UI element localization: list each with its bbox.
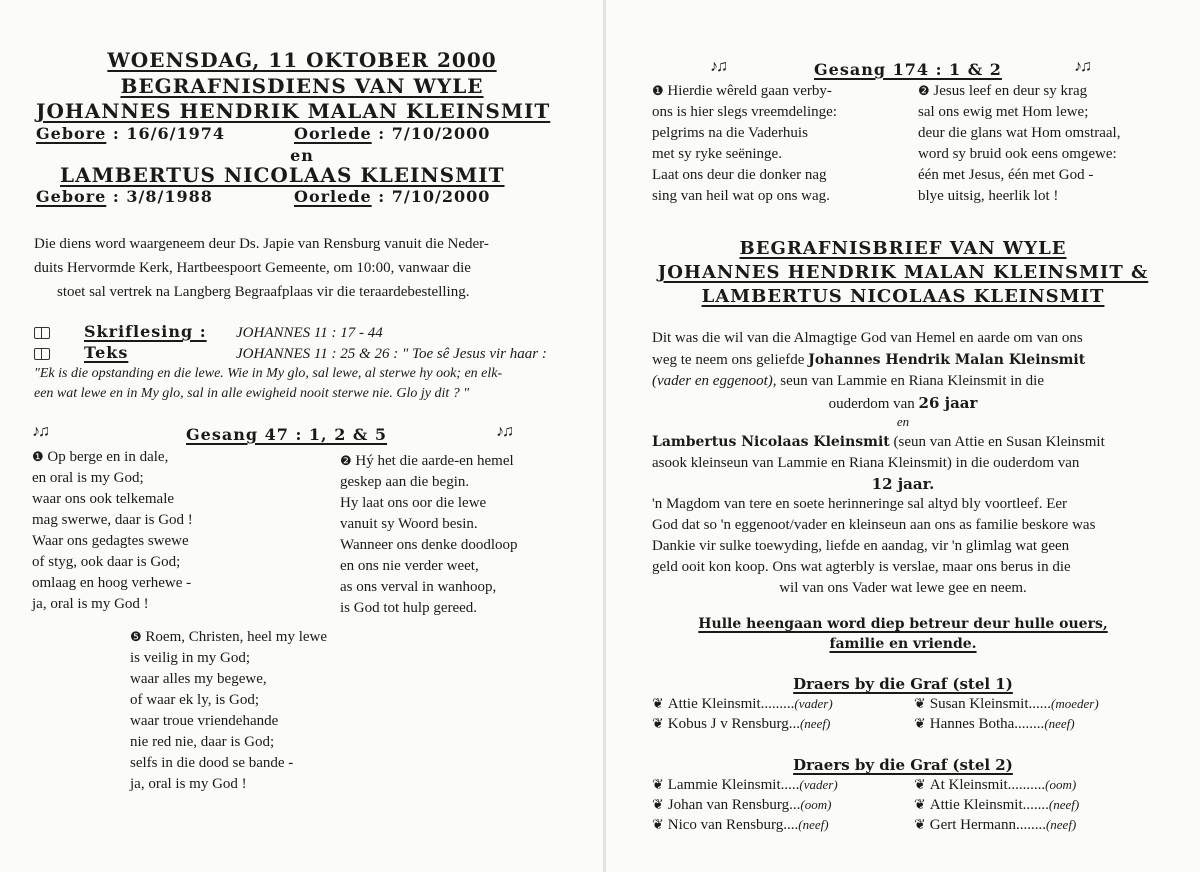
intro-line-1: Die diens word waargeneem deur Ds. Japie van Rensburg vanuit die Neder- <box>34 236 489 252</box>
verse-line: waar alles my begewe, <box>130 671 267 687</box>
reading-label: Skriflesing : <box>84 322 207 341</box>
and-text: en <box>290 146 314 165</box>
leaf-icon: ❦ <box>914 798 926 813</box>
right-page <box>606 0 1200 872</box>
leaf-icon: ❦ <box>652 717 664 732</box>
verse-line: is veilig in my God; <box>130 650 250 666</box>
verse-line: ja, oral is my God ! <box>32 596 149 612</box>
book-icon <box>34 347 50 365</box>
leaf-icon: ❦ <box>652 798 664 813</box>
verse-line: Hý het die aarde-en hemel <box>355 453 514 469</box>
relation-text: (vader en eggenoot), <box>652 373 777 389</box>
died-date-2: : 7/10/2000 <box>378 187 491 206</box>
mourn-line-1: Hulle heengaan word diep betreur deur hulle ouers, <box>698 616 1108 632</box>
quote-line-2: een wat lewe en in My glo, sal in alle ewigheid nooit sterwe nie. Glo jy dit ? " <box>34 386 470 401</box>
verse-line: sing van heil wat op ons wag. <box>652 188 830 204</box>
verse-line: Op berge en in dale, <box>47 449 169 465</box>
leaf-icon: ❦ <box>914 697 926 712</box>
leaf-icon: ❦ <box>652 697 664 712</box>
verse-line: waar ons ook telkemale <box>32 491 175 507</box>
hymn-174-verse-2 <box>918 80 1120 207</box>
verse-line: Waar ons gedagtes swewe <box>32 533 189 549</box>
letter-line <box>652 434 1105 451</box>
bearer-relation: (vader) <box>799 777 838 792</box>
born-date-1: : 16/6/1974 <box>112 124 225 143</box>
verse-line: Jesus leef en deur sy krag <box>933 83 1088 99</box>
verse-line: met sy ryke seëninge. <box>652 146 782 162</box>
died-label-2: Oorlede <box>294 187 372 206</box>
bearer-entry <box>914 777 1076 794</box>
intro-line-2: duits Hervormde Kerk, Hartbeespoort Gemeente, om 10:00, vanwaar die <box>34 260 471 276</box>
memory-line: wil van ons Vader wat lewe gee en neem. <box>779 580 1027 596</box>
verse-line: ja, oral is my God ! <box>130 776 247 792</box>
verse-line: geskep aan die begin. <box>340 474 470 490</box>
leaf-icon: ❦ <box>652 818 664 833</box>
verse-line: of waar ek ly, is God; <box>130 692 259 708</box>
bearer-relation: (oom) <box>800 797 832 812</box>
verse-line: pelgrims na die Vaderhuis <box>652 125 808 141</box>
and-text-right: en <box>896 414 910 429</box>
letter-line: Dit was die wil van die Almagtige God van Hemel en aarde om van ons <box>652 330 1083 346</box>
verse-line: één met Jesus, één met God - <box>918 167 1094 183</box>
verse-line: Roem, Christen, heel my lewe <box>145 629 328 645</box>
bearers-1-title: Draers by die Graf (stel 1) <box>793 675 1013 693</box>
age-12: 12 jaar. <box>871 475 935 493</box>
verse-line: word sy bruid ook eens omgewe: <box>918 146 1117 162</box>
born-date-2: : 3/8/1988 <box>112 187 213 206</box>
verse-line: selfs in die dood se bande - <box>130 755 294 771</box>
bearers-2-title: Draers by die Graf (stel 2) <box>793 756 1013 774</box>
hymn-title-right: Gesang 174 : 1 & 2 <box>814 60 1002 79</box>
name-lambertus: Lambertus Nicolaas Kleinsmit <box>652 434 890 450</box>
verse-line: Wanneer ons denke doodloop <box>340 537 518 553</box>
text-label: Teks <box>84 343 129 362</box>
bearer-relation: (moeder) <box>1051 696 1099 711</box>
letter-title-3: LAMBERTUS NICOLAAS KLEINSMIT <box>701 286 1105 307</box>
verse-line: en ons nie verder weet, <box>340 558 479 574</box>
bearer-relation: (oom) <box>1045 777 1077 792</box>
verse-line: waar troue vriendehande <box>130 713 279 729</box>
verse-line: vanuit sy Woord besin. <box>340 516 478 532</box>
memory-line: geld ooit kon koop. Ons wat agterbly is verslae, maar ons berus in die <box>652 559 1071 575</box>
died-row-2 <box>294 187 490 206</box>
verse-line: deur die glans wat Hom omstraal, <box>918 125 1121 141</box>
leaf-icon: ❦ <box>914 717 926 732</box>
bearer-entry <box>652 696 833 713</box>
hymn-47-verse-2 <box>340 450 518 619</box>
born-row-2 <box>36 187 213 206</box>
bearer-relation: (neef) <box>1044 716 1075 731</box>
letter-title-2: JOHANNES HENDRIK MALAN KLEINSMIT & <box>657 262 1149 283</box>
verse-number: ❺ <box>130 629 142 644</box>
music-notes-icon: ♪♫ <box>496 423 512 440</box>
hymn-title-left: Gesang 47 : 1, 2 & 5 <box>186 425 388 444</box>
verse-line: sal ons ewig met Hom lewe; <box>918 104 1089 120</box>
verse-line: nie red nie, daar is God; <box>130 734 275 750</box>
verse-line: ons is hier slegs vreemdelinge: <box>652 104 837 120</box>
book-icon <box>34 326 50 344</box>
bearer-name: Hannes Botha........ <box>929 716 1045 732</box>
bearer-relation: (neef) <box>1048 797 1080 812</box>
bearer-relation: (neef) <box>798 817 829 832</box>
bearer-entry <box>914 797 1079 814</box>
bearer-name: Attie Kleinsmit....... <box>929 797 1049 813</box>
header-name-1: JOHANNES HENDRIK MALAN KLEINSMIT <box>36 99 551 123</box>
text-ref: JOHANNES 11 : 25 & 26 : " Toe sê Jesus vir haar : <box>236 346 547 362</box>
bearer-name: Attie Kleinsmit......... <box>667 696 795 712</box>
verse-number: ❷ <box>918 83 930 98</box>
intro-line-3: stoet sal vertrek na Langberg Begraafplaas vir die teraardebestelling. <box>57 284 470 300</box>
verse-line: is God tot hulp gereed. <box>340 600 478 616</box>
letter-text: weg te neem ons geliefde <box>652 352 809 368</box>
verse-line: blye uitsig, heerlik lot ! <box>918 188 1059 204</box>
letter-text: ouderdom van <box>828 396 919 412</box>
music-notes-icon: ♪♫ <box>1074 58 1090 75</box>
died-label-1: Oorlede <box>294 124 372 143</box>
letter-line <box>606 394 1200 413</box>
letter-text: (seun van Attie en Susan Kleinsmit <box>889 434 1105 450</box>
letter-title-1: BEGRAFNISBRIEF VAN WYLE <box>739 238 1067 259</box>
leaf-icon: ❦ <box>914 778 926 793</box>
header-service: BEGRAFNISDIENS VAN WYLE <box>120 74 484 98</box>
letter-line <box>652 352 1085 369</box>
bearer-name: Susan Kleinsmit...... <box>929 696 1051 712</box>
bearer-name: Gert Hermann........ <box>929 817 1046 833</box>
bearer-name: Johan van Rensburg... <box>667 797 801 813</box>
verse-line: as ons verval in wanhoop, <box>340 579 497 595</box>
verse-line: omlaag en hoog verhewe - <box>32 575 192 591</box>
hymn-174-verse-1 <box>652 80 837 207</box>
bearer-entry <box>652 777 838 794</box>
leaf-icon: ❦ <box>914 818 926 833</box>
quote-line-1: "Ek is die opstanding en die lewe. Wie in My glo, sal lewe, al sterwe hy ook; en elk- <box>34 366 503 381</box>
music-notes-icon: ♪♫ <box>710 58 726 75</box>
verse-line: Hierdie wêreld gaan verby- <box>667 83 832 99</box>
reading-ref: JOHANNES 11 : 17 - 44 <box>236 325 383 341</box>
bearer-name: Nico van Rensburg.... <box>667 817 799 833</box>
hymn-47-verse-5 <box>130 626 327 795</box>
bearer-relation: (vader) <box>794 696 833 711</box>
letter-line <box>652 373 1044 390</box>
born-label-1: Gebore <box>36 124 107 143</box>
bearer-entry <box>914 817 1076 834</box>
memory-line: Dankie vir sulke toewyding, liefde en aandag, vir 'n glimlag wat geen <box>652 538 1070 554</box>
verse-line: of styg, ook daar is God; <box>32 554 181 570</box>
header-date: WOENSDAG, 11 OKTOBER 2000 <box>107 48 497 72</box>
letter-line: asook kleinseun van Lammie en Riana Kleinsmit) in die ouderdom van <box>652 455 1080 471</box>
bearer-entry <box>652 797 831 814</box>
leaf-icon: ❦ <box>652 778 664 793</box>
verse-line: mag swerwe, daar is God ! <box>32 512 193 528</box>
bearer-name: At Kleinsmit.......... <box>929 777 1046 793</box>
bearer-relation: (neef) <box>1045 817 1077 832</box>
name-johannes: Johannes Hendrik Malan Kleinsmit <box>808 352 1086 368</box>
bearer-relation: (neef) <box>799 716 831 731</box>
verse-line: Hy laat ons oor die lewe <box>340 495 487 511</box>
verse-number: ❶ <box>652 83 664 98</box>
verse-line: en oral is my God; <box>32 470 144 486</box>
verse-number: ❷ <box>340 453 352 468</box>
verse-line: Laat ons deur die donker nag <box>652 167 827 183</box>
mourn-line-2: familie en vriende. <box>829 636 977 652</box>
hymn-47-verse-1 <box>32 446 193 615</box>
bearer-entry <box>914 716 1075 733</box>
born-label-2: Gebore <box>36 187 107 206</box>
bearer-name: Kobus J v Rensburg... <box>667 716 800 732</box>
bearer-entry <box>914 696 1099 713</box>
born-row-1 <box>36 124 225 143</box>
memory-line: God dat so 'n eggenoot/vader en kleinseun aan ons as familie beskore was <box>652 517 1096 533</box>
verse-number: ❶ <box>32 449 44 464</box>
memory-line: 'n Magdom van tere en soete herinneringe sal altyd bly voortleef. Eer <box>652 496 1068 512</box>
bearer-entry <box>652 716 830 733</box>
bearer-name: Lammie Kleinsmit..... <box>667 777 800 793</box>
age-26: 26 jaar <box>918 394 978 412</box>
bearer-entry <box>652 817 829 834</box>
died-row-1 <box>294 124 490 143</box>
died-date-1: : 7/10/2000 <box>378 124 491 143</box>
header-name-2: LAMBERTUS NICOLAAS KLEINSMIT <box>60 163 505 187</box>
letter-text: seun van Lammie en Riana Kleinsmit in die <box>776 373 1044 389</box>
music-notes-icon: ♪♫ <box>32 423 48 440</box>
